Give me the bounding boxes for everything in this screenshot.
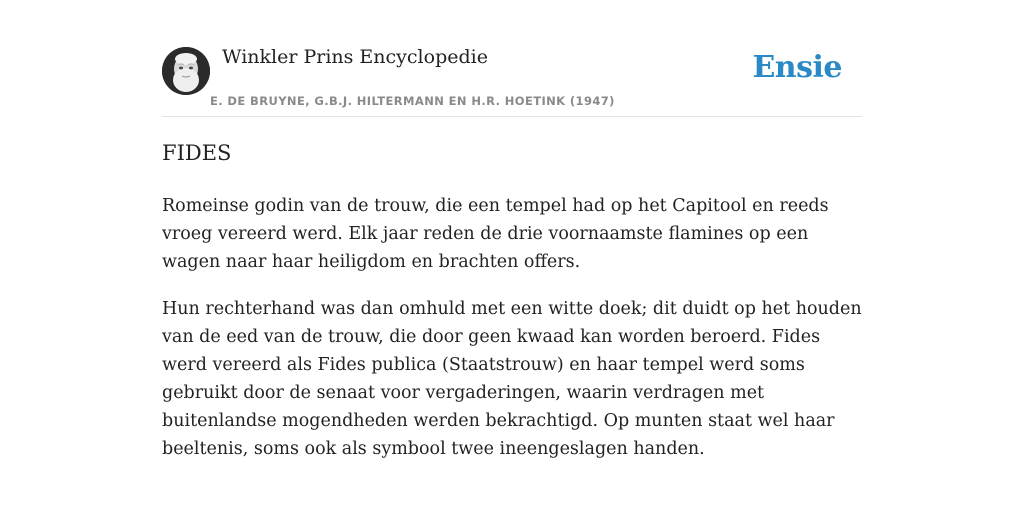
content-container <box>162 0 862 459</box>
entry-title: FIDES <box>162 141 232 165</box>
source-header <box>162 0 862 117</box>
book-authors: E. DE BRUYNE, G.B.J. HILTERMANN EN H.R. HOETINK (1947) <box>210 94 615 108</box>
brand-logo[interactable]: Ensie <box>752 50 842 85</box>
author-avatar[interactable] <box>162 47 210 95</box>
entry-paragraph: Romeinse godin van de trouw, die een tempel had op het Capitool en reeds vroeg vereerd werd. Elk jaar reden de drie voornaamste flamines op een wagen naar haar heiligdom en brachten offers. <box>162 196 829 272</box>
author-portrait-icon <box>162 47 210 95</box>
entry-paragraph: Hun rechterhand was dan omhuld met een witte doek; dit duidt op het houden van de eed van de trouw, die door geen kwaad kan worden beroerd. Fides werd vereerd als Fides publica (Staatstrouw) en haar tempel werd soms gebruikt door de senaat voor vergaderingen, waarin verdragen met buitenlandse mogendheden werden bekrachtigd. Op munten staat wel haar beeltenis, soms ook als symbool twee ineengeslagen handen. <box>162 299 862 459</box>
book-title[interactable]: Winkler Prins Encyclopedie <box>222 46 488 68</box>
